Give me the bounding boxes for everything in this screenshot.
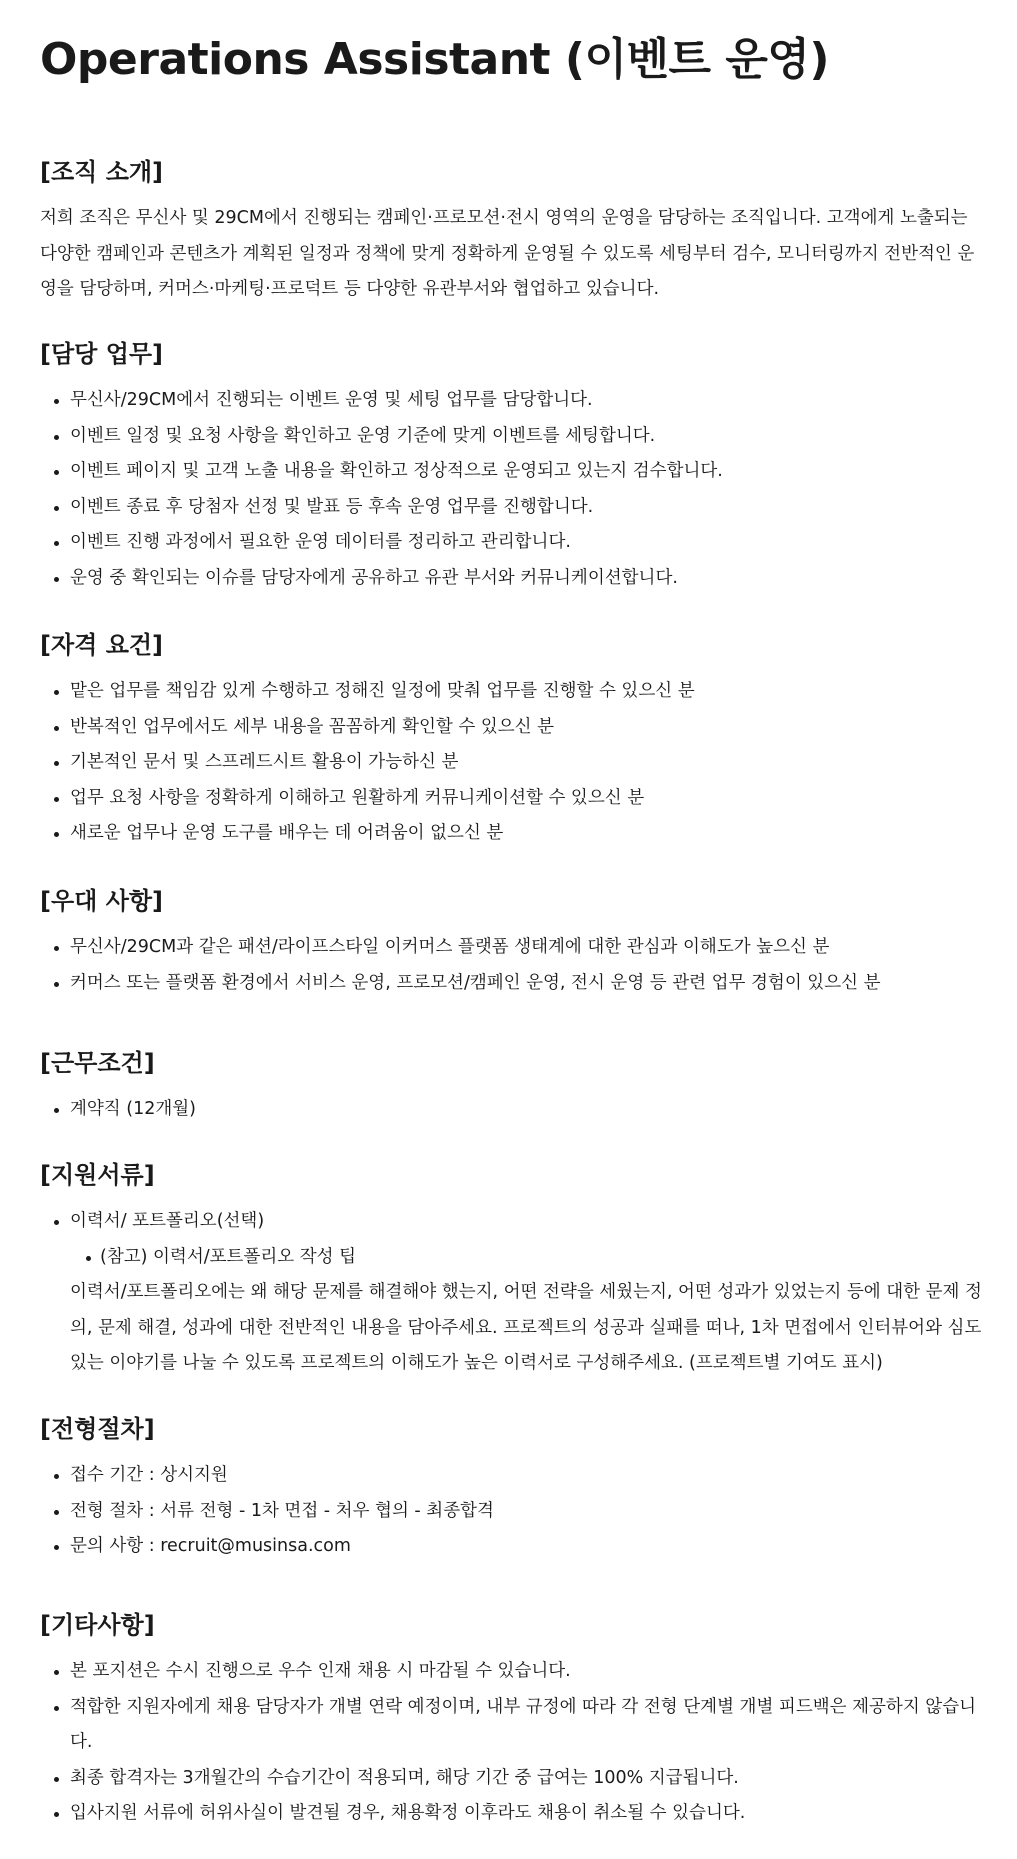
section-duties bbox=[40, 337, 985, 596]
etc-list bbox=[40, 1654, 985, 1832]
section-heading: [우대 사항] bbox=[40, 887, 164, 915]
list-item: 운영 중 확인되는 이슈를 담당자에게 공유하고 유관 부서와 커뮤니케이션합니다. bbox=[40, 561, 985, 597]
list-item: 문의 사항 : recruit@musinsa.com bbox=[40, 1529, 985, 1565]
list-item: 업무 요청 사항을 정확하게 이해하고 원활하게 커뮤니케이션할 수 있으신 분 bbox=[40, 781, 985, 817]
preferred-list bbox=[40, 930, 985, 1001]
section-requirements bbox=[40, 628, 985, 852]
section-heading: [근무조건] bbox=[40, 1049, 155, 1077]
section-heading: [지원서류] bbox=[40, 1161, 155, 1189]
section-process bbox=[40, 1412, 985, 1565]
documents-list bbox=[40, 1204, 985, 1275]
list-item: 새로운 업무나 운영 도구를 배우는 데 어려움이 없으신 분 bbox=[40, 816, 985, 852]
section-intro bbox=[40, 155, 985, 308]
list-item: 이벤트 일정 및 요청 사항을 확인하고 운영 기준에 맞게 이벤트를 세팅합니다. bbox=[40, 419, 985, 455]
page-title: Operations Assistant (이벤트 운영) bbox=[40, 34, 829, 85]
list-item: 접수 기간 : 상시지원 bbox=[40, 1458, 985, 1494]
list-item: 무신사/29CM에서 진행되는 이벤트 운영 및 세팅 업무를 담당합니다. bbox=[40, 383, 985, 419]
section-heading: [자격 요건] bbox=[40, 631, 164, 659]
list-item: 계약직 (12개월) bbox=[40, 1092, 985, 1128]
intro-paragraph: 저희 조직은 무신사 및 29CM에서 진행되는 캠페인·프로모션·전시 영역의 운영을 담당하는 조직입니다. 고객에게 노출되는 다양한 캠페인과 콘텐츠가 계획된 일정과 정책에 맞게 정확하게 운영될 수 있도록 세팅부터 검수, 모니터링까지 전반적인 운영을 담당하며, 커머스·마케팅·프로덕트 등 다양한 유관부서와 협업하고 있습니다. bbox=[40, 208, 975, 299]
section-work-conditions bbox=[40, 1046, 985, 1128]
list-item: 반복적인 업무에서도 세부 내용을 꼼꼼하게 확인할 수 있으신 분 bbox=[40, 710, 985, 746]
documents-note: 이력서/포트폴리오에는 왜 해당 문제를 해결해야 했는지, 어떤 전략을 세웠는지, 어떤 성과가 있었는지 등에 대한 문제 정의, 문제 해결, 성과에 대한 전반적인 내용을 담아주세요. 프로젝트의 성공과 실패를 떠나, 1차 면접에서 인터뷰어와 심도있는 이야기를 나눌 수 있도록 프로젝트의 이해도가 높은 이력서로 구성해주세요. (프로젝트별 기여도 표시) bbox=[70, 1282, 982, 1373]
duties-list bbox=[40, 383, 985, 596]
section-etc bbox=[40, 1608, 985, 1832]
section-heading: [담당 업무] bbox=[40, 340, 164, 368]
list-item: 전형 절차 : 서류 전형 - 1차 면접 - 처우 협의 - 최종합격 bbox=[40, 1494, 985, 1530]
work-list bbox=[40, 1092, 985, 1128]
list-item: 기본적인 문서 및 스프레드시트 활용이 가능하신 분 bbox=[40, 745, 985, 781]
list-item: 입사지원 서류에 허위사실이 발견될 경우, 채용확정 이후라도 채용이 취소될 수 있습니다. bbox=[40, 1796, 985, 1832]
list-item: 이벤트 페이지 및 고객 노출 내용을 확인하고 정상적으로 운영되고 있는지 검수합니다. bbox=[40, 454, 985, 490]
list-item: 본 포지션은 수시 진행으로 우수 인재 채용 시 마감될 수 있습니다. bbox=[40, 1654, 985, 1690]
requirements-list bbox=[40, 674, 985, 852]
section-documents bbox=[40, 1158, 985, 1382]
list-item: 이력서/ 포트폴리오(선택) bbox=[40, 1204, 985, 1240]
section-heading: [전형절차] bbox=[40, 1415, 155, 1443]
list-item: 이벤트 종료 후 당첨자 선정 및 발표 등 후속 운영 업무를 진행합니다. bbox=[40, 490, 985, 526]
section-heading: [기타사항] bbox=[40, 1611, 155, 1639]
section-heading: [조직 소개] bbox=[40, 158, 164, 186]
section-preferred bbox=[40, 884, 985, 1001]
nested-list-item: (참고) 이력서/포트폴리오 작성 팁 bbox=[40, 1240, 985, 1276]
list-item: 최종 합격자는 3개월간의 수습기간이 적용되며, 해당 기간 중 급여는 100% 지급됩니다. bbox=[40, 1761, 985, 1797]
list-item: 커머스 또는 플랫폼 환경에서 서비스 운영, 프로모션/캠페인 운영, 전시 운영 등 관련 업무 경험이 있으신 분 bbox=[40, 966, 985, 1002]
list-item: 무신사/29CM과 같은 패션/라이프스타일 이커머스 플랫폼 생태계에 대한 관심과 이해도가 높으신 분 bbox=[40, 930, 985, 966]
process-list bbox=[40, 1458, 985, 1565]
list-item: 적합한 지원자에게 채용 담당자가 개별 연락 예정이며, 내부 규정에 따라 각 전형 단계별 개별 피드백은 제공하지 않습니다. bbox=[40, 1690, 985, 1761]
list-item: 이벤트 진행 과정에서 필요한 운영 데이터를 정리하고 관리합니다. bbox=[40, 525, 985, 561]
list-item: 맡은 업무를 책임감 있게 수행하고 정해진 일정에 맞춰 업무를 진행할 수 있으신 분 bbox=[40, 674, 985, 710]
